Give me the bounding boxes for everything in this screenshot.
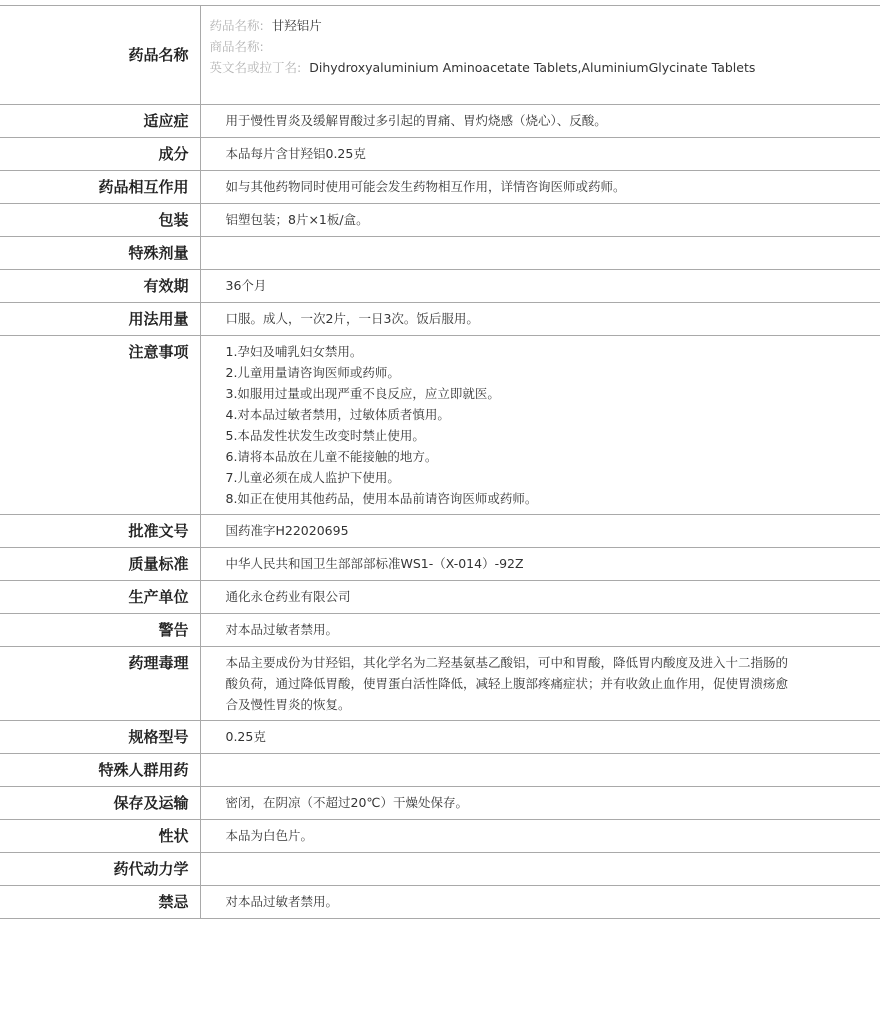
english-name-value: Dihydroxyaluminium Aminoacetate Tablets,AluminiumGlycinate Tablets <box>309 60 756 75</box>
manufacturer-value: 通化永仓药业有限公司 <box>200 581 880 614</box>
special-dosage-label: 特殊剂量 <box>0 237 200 270</box>
generic-name-field <box>210 15 801 36</box>
interactions-label: 药品相互作用 <box>0 171 200 204</box>
special-dosage-value <box>200 237 880 270</box>
special-population-label: 特殊人群用药 <box>0 754 200 787</box>
precaution-item: 5.本品发性状发生改变时禁止使用。 <box>225 428 425 443</box>
packaging-label: 包装 <box>0 204 200 237</box>
warning-value: 对本品过敏者禁用。 <box>200 614 880 647</box>
ingredients-value: 本品每片含甘羟铝0.25克 <box>200 138 880 171</box>
specification-label: 规格型号 <box>0 721 200 754</box>
generic-name-key: 药品名称: <box>209 18 264 33</box>
precaution-item: 4.对本品过敏者禁用，过敏体质者慎用。 <box>225 407 450 422</box>
indication-label: 适应症 <box>0 105 200 138</box>
approval-label: 批准文号 <box>0 515 200 548</box>
appearance-value: 本品为白色片。 <box>200 820 880 853</box>
validity-row <box>0 270 880 303</box>
warning-row <box>0 614 880 647</box>
indication-row <box>0 105 880 138</box>
standard-row <box>0 548 880 581</box>
contraindications-row <box>0 886 880 919</box>
contraindications-value: 对本品过敏者禁用。 <box>200 886 880 919</box>
precaution-item: 7.儿童必须在成人监护下使用。 <box>225 470 400 485</box>
interactions-value: 如与其他药物同时使用可能会发生药物相互作用，详情咨询医师或药师。 <box>200 171 880 204</box>
pharmacokinetics-value <box>200 853 880 886</box>
trade-name-value <box>264 36 272 57</box>
precaution-item: 8.如正在使用其他药品，使用本品前请咨询医师或药师。 <box>225 491 538 506</box>
english-name-field <box>210 57 801 78</box>
trade-name-key: 商品名称: <box>209 39 264 54</box>
precautions-row <box>0 336 880 515</box>
approval-row <box>0 515 880 548</box>
special-population-row <box>0 754 880 787</box>
precaution-item: 2.儿童用量请咨询医师或药师。 <box>225 365 400 380</box>
manufacturer-row <box>0 581 880 614</box>
storage-row <box>0 787 880 820</box>
appearance-label: 性状 <box>0 820 200 853</box>
warning-label: 警告 <box>0 614 200 647</box>
packaging-value: 铝塑包装；8片×1板/盒。 <box>200 204 880 237</box>
pharmacokinetics-row <box>0 853 880 886</box>
interactions-row <box>0 171 880 204</box>
english-name-key: 英文名或拉丁名: <box>209 60 302 75</box>
storage-value: 密闭，在阴凉（不超过20℃）干燥处保存。 <box>200 787 880 820</box>
validity-label: 有效期 <box>0 270 200 303</box>
precaution-item: 1.孕妇及哺乳妇女禁用。 <box>225 344 363 359</box>
special-dosage-row <box>0 237 880 270</box>
packaging-row <box>0 204 880 237</box>
precautions-label: 注意事项 <box>0 336 200 515</box>
generic-name-value: 甘羟铝片 <box>271 18 322 33</box>
dosage-row <box>0 303 880 336</box>
approval-value: 国药准字H22020695 <box>200 515 880 548</box>
drug-spec-table <box>0 5 880 919</box>
drug-name-block <box>200 6 880 105</box>
pharmacology-row <box>0 647 880 721</box>
standard-label: 质量标准 <box>0 548 200 581</box>
drug-name-label: 药品名称 <box>0 6 200 105</box>
precautions-list <box>200 336 880 515</box>
storage-label: 保存及运输 <box>0 787 200 820</box>
contraindications-label: 禁忌 <box>0 886 200 919</box>
indication-value: 用于慢性胃炎及缓解胃酸过多引起的胃痛、胃灼烧感（烧心）、反酸。 <box>200 105 880 138</box>
appearance-row <box>0 820 880 853</box>
pharmacology-label: 药理毒理 <box>0 647 200 721</box>
dosage-value: 口服。成人，一次2片，一日3次。饭后服用。 <box>200 303 880 336</box>
standard-value: 中华人民共和国卫生部部部标准WS1-（X-014）-92Z <box>200 548 880 581</box>
dosage-label: 用法用量 <box>0 303 200 336</box>
validity-value: 36个月 <box>200 270 880 303</box>
precaution-item: 3.如服用过量或出现严重不良反应，应立即就医。 <box>225 386 500 401</box>
drug-name-row <box>0 6 880 105</box>
precaution-item: 6.请将本品放在儿童不能接触的地方。 <box>225 449 438 464</box>
manufacturer-label: 生产单位 <box>0 581 200 614</box>
specification-row <box>0 721 880 754</box>
trade-name-field <box>210 36 801 57</box>
ingredients-label: 成分 <box>0 138 200 171</box>
specification-value: 0.25克 <box>200 721 880 754</box>
special-population-value <box>200 754 880 787</box>
ingredients-row <box>0 138 880 171</box>
pharmacology-value: 本品主要成份为甘羟铝，其化学名为二羟基氨基乙酸铝，可中和胃酸，降低胃内酸度及进入十二指肠的酸负荷，通过降低胃酸，使胃蛋白活性降低，减轻上腹部疼痛症状；并有收敛止血作用，促使胃溃疡愈合及慢性胃炎的恢复。 <box>200 647 880 721</box>
pharmacokinetics-label: 药代动力学 <box>0 853 200 886</box>
